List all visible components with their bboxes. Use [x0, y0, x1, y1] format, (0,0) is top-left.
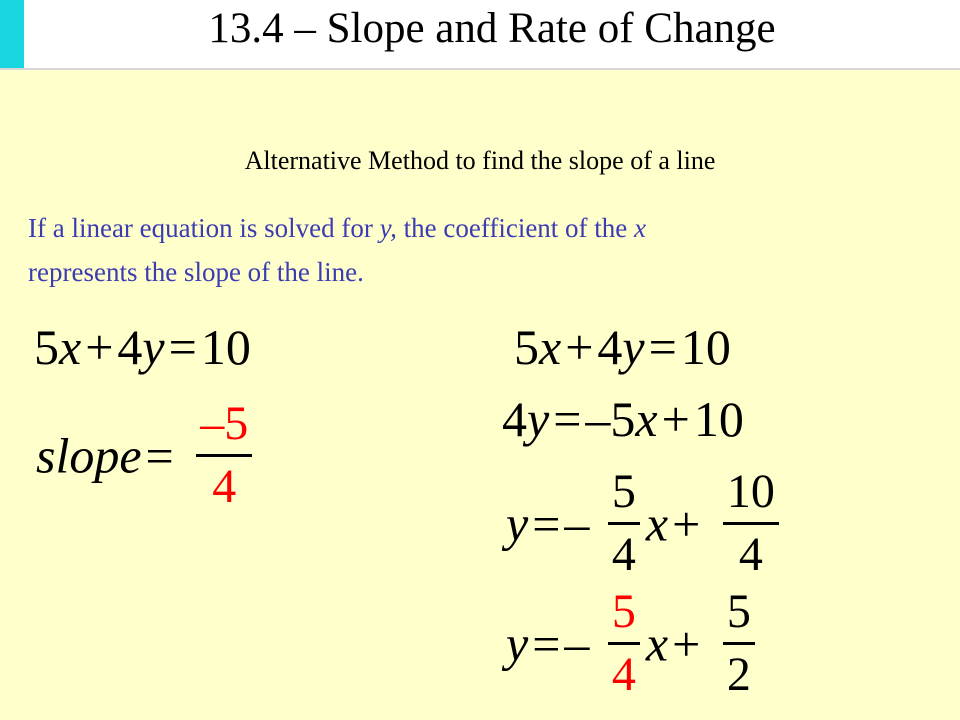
slope-word: slope [36, 427, 142, 484]
left-eq-coef-x: 5 [34, 319, 59, 375]
step3-f1-numerator: 5 [611, 465, 636, 518]
step4-fraction-1 [608, 586, 640, 701]
left-eq-rhs: 10 [200, 319, 251, 375]
step1-plus: + [565, 319, 594, 375]
explanation-paragraph [28, 206, 928, 294]
paragraph-var-y: y, [379, 213, 397, 243]
step3-f2-denominator: 4 [738, 528, 763, 581]
left-eq-var-y: y [142, 319, 165, 375]
step4-f1-numerator: 5 [611, 585, 636, 638]
step2-rhs-const: 10 [693, 391, 744, 447]
step3-f2-numerator: 10 [726, 465, 775, 518]
step3-equals: = [532, 495, 561, 552]
slide-subtitle: Alternative Method to find the slope of a line [244, 146, 716, 175]
step2-plus: + [661, 391, 690, 447]
step4-fraction-2 [723, 586, 755, 701]
step4-f2-bar [723, 642, 755, 645]
step2-rhs-coef: –5 [585, 391, 636, 447]
slide-title: 13.4 – Slope and Rate of Change [208, 5, 776, 52]
step4-var-y: y [506, 615, 529, 672]
title-bar [0, 0, 960, 70]
paragraph-text-3: represents the slope of the line. [28, 257, 364, 287]
step2-equals: = [553, 391, 582, 447]
slope-equals: = [145, 427, 174, 484]
left-eq-equals: = [168, 319, 197, 375]
step4-plus: + [672, 615, 701, 672]
step4-f1-denominator: 4 [611, 648, 636, 701]
right-step4-equation [506, 586, 761, 701]
step1-rhs: 10 [680, 319, 731, 375]
step4-minus: – [564, 615, 590, 672]
paragraph-text-1: If a linear equation is solved for [28, 213, 380, 243]
right-step3-equation [506, 466, 785, 581]
step2-var-y: y [527, 391, 550, 447]
step4-f2-numerator: 5 [726, 585, 751, 638]
step4-f2-denominator: 2 [726, 648, 751, 701]
slope-fraction-bar [196, 454, 252, 457]
paragraph-var-x: x [634, 213, 647, 243]
slope-numerator: –5 [200, 397, 249, 450]
step1-coef-x: 5 [514, 319, 539, 375]
step3-var-x: x [645, 495, 669, 552]
right-step2-equation [502, 391, 744, 447]
left-eq-var-x: x [59, 319, 82, 375]
slope-denominator: 4 [212, 460, 237, 513]
step3-f1-bar [608, 522, 640, 525]
step4-f1-bar [608, 642, 640, 645]
left-eq-coef-y: 4 [117, 319, 143, 375]
step3-f2-bar [723, 522, 779, 525]
step4-var-x: x [645, 615, 669, 672]
step3-var-y: y [506, 495, 529, 552]
step1-var-x: x [539, 319, 562, 375]
step2-rhs-var: x [635, 391, 658, 447]
right-step1-equation [514, 319, 731, 375]
slope-fraction [196, 398, 252, 513]
left-slope-expression [36, 398, 258, 513]
left-eq-plus: + [85, 319, 114, 375]
step2-coef-y: 4 [502, 391, 527, 447]
title-accent-bar [0, 0, 24, 68]
step3-f1-denominator: 4 [611, 528, 636, 581]
step3-minus: – [564, 495, 590, 552]
step3-plus: + [672, 495, 701, 552]
step4-equals: = [532, 615, 561, 672]
paragraph-text-2: the coefficient of the [396, 213, 635, 243]
step3-fraction-1 [608, 466, 640, 581]
step1-coef-y: 4 [597, 319, 623, 375]
step3-fraction-2 [723, 466, 779, 581]
step1-var-y: y [622, 319, 645, 375]
step1-equals: = [648, 319, 677, 375]
left-equation [34, 319, 251, 375]
